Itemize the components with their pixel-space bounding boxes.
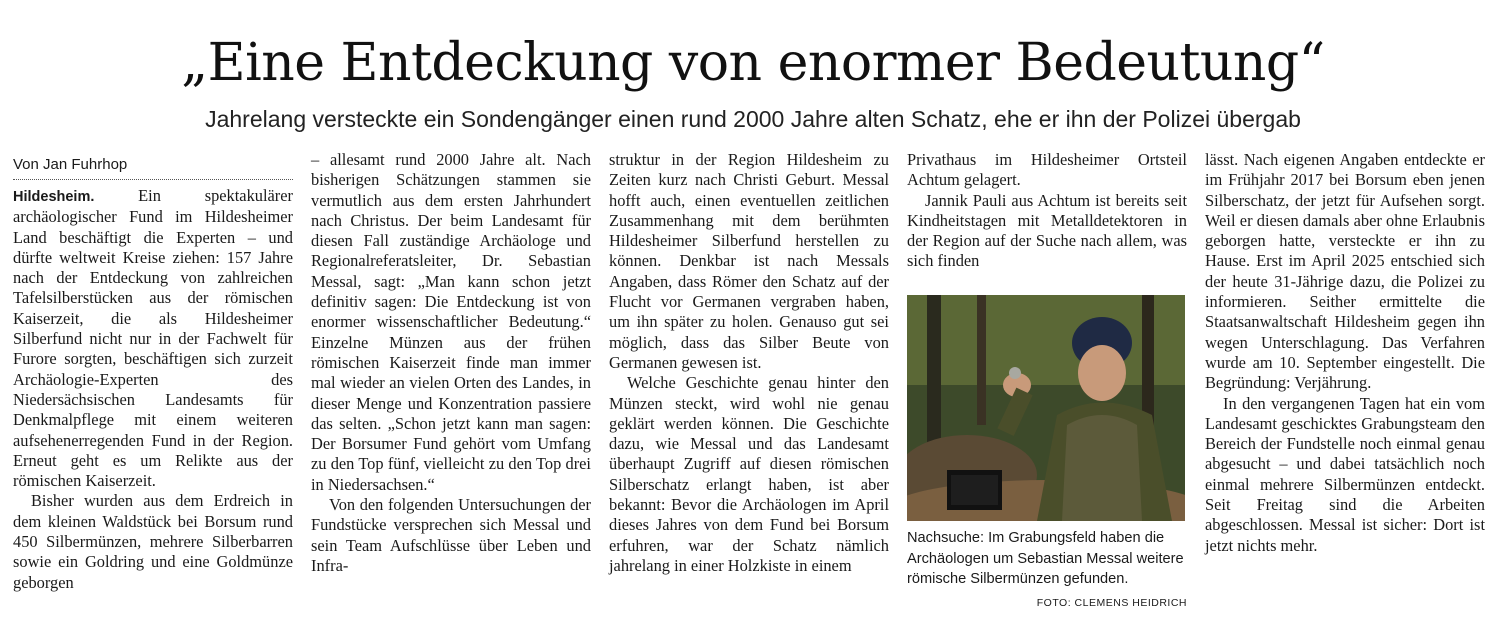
subheadline: Jahrelang versteckte ein Sondengänger einen rund 2000 Jahre alten Schatz, ehe er ihn der Polizei übergab (205, 106, 1301, 132)
photo-illustration (907, 295, 1185, 521)
photo-caption (907, 528, 1187, 613)
caption-text: Nachsuche: Im Grabungsfeld haben die Archäologen um Sebastian Messal weitere römische Silbermünzen gefunden. (907, 530, 1184, 587)
article-paragraph: Jannik Pauli aus Achtum ist bereits seit Kindheitstagen mit Metalldetektoren in der Region auf der Suche nach allem, was sich finden (907, 190, 1187, 271)
article-paragraph: Welche Geschichte genau hinter den Münzen steckt, wird wohl nie genau geklärt werden können. Die Geschichte dazu, wie Messal und das Landesamt überhaupt Zugriff auf diesen römischen Silberschatz erlangt haben, ist aber bekannt: Bevor die Archäologen im April dieses Jahres von dem Fund bei Borsum erfuhren, war der Schatz nämlich jahrelang in einer Holzkiste in einem (609, 373, 889, 575)
paragraph-text: Ein spektakulärer archäologischer Fund im Hildesheimer Land beschäftigt die Experten – und dürfte weltweit Kreise ziehen: 157 Jahre nach der Entdeckung von zahlreichen Tafelsilberstücken aus der römischen Kaiserzeit, die als Hildesheimer Silberfund nicht nur in der Fachwelt für Furore sorgten, beschäftigen sich zurzeit Archäologie-Experten des Niedersächsischen Landesamts für Denkmalpflege mit einem weiteren aufsehenerregenden Fund in der Region. Erneut geht es um Relikte aus der römischen Kaiserzeit. (13, 186, 293, 491)
byline: Von Jan Fuhrhop (13, 154, 293, 180)
article-paragraph: struktur in der Region Hildesheim zu Zeiten kurz nach Christi Geburt. Messal hofft auch, einen eventuellen zeitlichen Zusammenhang mit dem berühmten Hildesheimer Silberfund herstellen zu können. Denkbar ist nach Messals Angaben, dass Römer den Schatz auf der Flucht vor Germanen vergraben haben, um ihn später zu holen. Genauso gut sei möglich, dass das Silber Beute von Germanen gewesen ist. (609, 150, 889, 372)
article-paragraph (13, 186, 293, 491)
headline: „Eine Entdeckung von enormer Bedeutung“ (181, 33, 1325, 93)
article-column-3 (609, 150, 889, 576)
article-photo (907, 295, 1185, 521)
article-column-4 (907, 150, 1187, 272)
article-paragraph: Von den folgenden Untersuchungen der Fundstücke versprechen sich Messal und sein Team Aufschlüsse über Leben und Infra- (311, 495, 591, 575)
article-paragraph: – allesamt rund 2000 Jahre alt. Nach bisherigen Schätzungen stammen sie vermutlich aus dem ersten Jahrhundert nach Christus. Der beim Landesamt für diesen Fall zuständige Archäologe und Regionalreferatsleiter, Dr. Sebastian Messal, sagt: „Man kann schon jetzt definitiv sagen: Die Entdeckung ist von enormer wissenschaftlicher Bedeutung.“ Einzelne Münzen aus der frühen römischen Kaiserzeit finde man immer mal wieder an vielen Orten des Landes, in dieser Menge und Konzentration passiere das selten. „Schon jetzt kann man sagen: Der Borsumer Fund gehört vom Umfang zu den Top fünf, vielleicht zu den Top drei in Niedersachsen.“ (311, 150, 591, 494)
article-paragraph: lässt. Nach eigenen Angaben entdeckte er im Frühjahr 2017 bei Borsum eben jenen Silberschatz, der jetzt für Aufsehen sorgt. Weil er diesen damals aber ohne Erlaubnis geborgen hatte, versteckte er ihn zu Hause. Erst im April 2025 entschied sich der heute 31-Jährige dazu, die Polizei zu informieren. Seither ermittelte die Staatsanwaltschaft Hildesheim gegen ihn wegen Unterschlagung. Das Verfahren wurde am 10. September eingestellt. Die Begründung: Verjährung. (1205, 150, 1485, 393)
article-paragraph: Privathaus im Hildesheimer Ortsteil Achtum gelagert. (907, 150, 1187, 190)
article-paragraph: Bisher wurden aus dem Erdreich in dem kleinen Waldstück bei Borsum rund 450 Silbermünzen, mehrere Silberbarren sowie ein Goldring und eine Goldmünze geborgen (13, 491, 293, 592)
article-column-1 (13, 150, 293, 593)
article-column-5 (1205, 150, 1485, 556)
photo-credit: FOTO: CLEMENS HEIDRICH (1036, 596, 1187, 609)
dateline: Hildesheim. (13, 189, 95, 205)
article-column-2 (311, 150, 591, 576)
article-paragraph: In den vergangenen Tagen hat ein vom Landesamt geschicktes Grabungsteam den Bereich der Fundstelle noch einmal genau abgesucht – und dabei tatsächlich noch einmal mehrere Silbermünzen entdeckt. Seit Freitag sind die Arbeiten abgeschlossen. Messal ist sicher: Dort ist jetzt nichts mehr. (1205, 393, 1485, 555)
